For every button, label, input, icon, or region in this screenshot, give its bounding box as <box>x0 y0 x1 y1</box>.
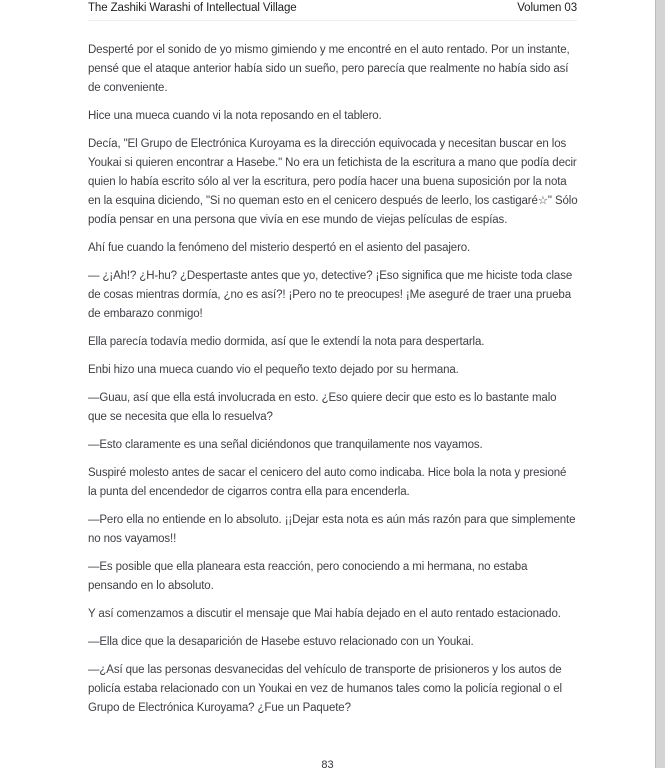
paragraph: —Guau, así que ella está involucrada en esto. ¿Eso quiere decir que esto es lo bastante malo que se necesita que ella lo resuelva? <box>88 392 557 423</box>
paragraph: —Pero ella no entiende en lo absoluto. ¡¡Dejar esta nota es aún más razón para que simplemente no nos vayamos!! <box>88 514 576 545</box>
header-volume: Volumen 03 <box>517 2 577 14</box>
page-edge-gutter <box>655 0 665 768</box>
paragraph: —Esto claramente es una señal diciéndonos que tranquilamente nos vayamos. <box>88 439 483 451</box>
paragraph: —¿Así que las personas desvanecidas del vehículo de transporte de prisioneros y los autos de policía estaba relacionado con un Youkai en vez de humanos tales como la policía regional o el Grupo de Electrónica Kuroyama? ¿Fue un Paquete? <box>88 664 562 714</box>
paragraph: Ella parecía todavía medio dormida, así que le extendí la nota para despertarla. <box>88 336 485 348</box>
paragraph: —Es posible que ella planeara esta reacción, pero conociendo a mi hermana, no estaba pensando en lo absoluto. <box>88 561 528 592</box>
paragraph: Decía, "El Grupo de Electrónica Kuroyama es la dirección equivocada y necesitan buscar en los Youkai si quieren encontrar a Hasebe." No era un fetichista de la escritura a mano que podía decir quien lo había escrito sólo al ver la escritura, pero podía hacer una buena suposición por la nota en la esquina diciendo, "Si no queman esto en el cenicero después de leerlo, los castigaré☆" Sólo podía pensar en una persona que vivía en ese mundo de viejas películas de espías. <box>88 138 578 226</box>
page-body <box>88 41 578 727</box>
paragraph: Hice una mueca cuando vi la nota reposando en el tablero. <box>88 110 382 122</box>
paragraph: —Ella dice que la desaparición de Hasebe estuvo relacionado con un Youkai. <box>88 636 474 648</box>
paragraph: — ¿¡Ah!? ¿H-hu? ¿Despertaste antes que yo, detective? ¡Eso significa que me hiciste toda clase de cosas mientras dormía, ¿no es así?! ¡Pero no te preocupes! ¡Me aseguré de traer una prueba de embarazo conmigo! <box>88 270 573 320</box>
page-header <box>88 2 577 21</box>
paragraph: Suspiré molesto antes de sacar el cenicero del auto como indicaba. Hice bola la nota y presioné la punta del encendedor de cigarros contra ella para encenderla. <box>88 467 567 498</box>
header-title: The Zashiki Warashi of Intellectual Village <box>88 2 297 14</box>
paragraph: Desperté por el sonido de yo mismo gimiendo y me encontré en el auto rentado. Por un instante, pensé que el ataque anterior había sido un sueño, pero parecía que realmente no había sido así de conveniente. <box>88 44 570 94</box>
page-number: 83 <box>321 759 334 768</box>
paragraph: Ahí fue cuando la fenómeno del misterio despertó en el asiento del pasajero. <box>88 242 471 254</box>
paragraph: Y así comenzamos a discutir el mensaje que Mai había dejado en el auto rentado estacionado. <box>88 608 561 620</box>
paragraph: Enbi hizo una mueca cuando vio el pequeño texto dejado por su hermana. <box>88 364 459 376</box>
